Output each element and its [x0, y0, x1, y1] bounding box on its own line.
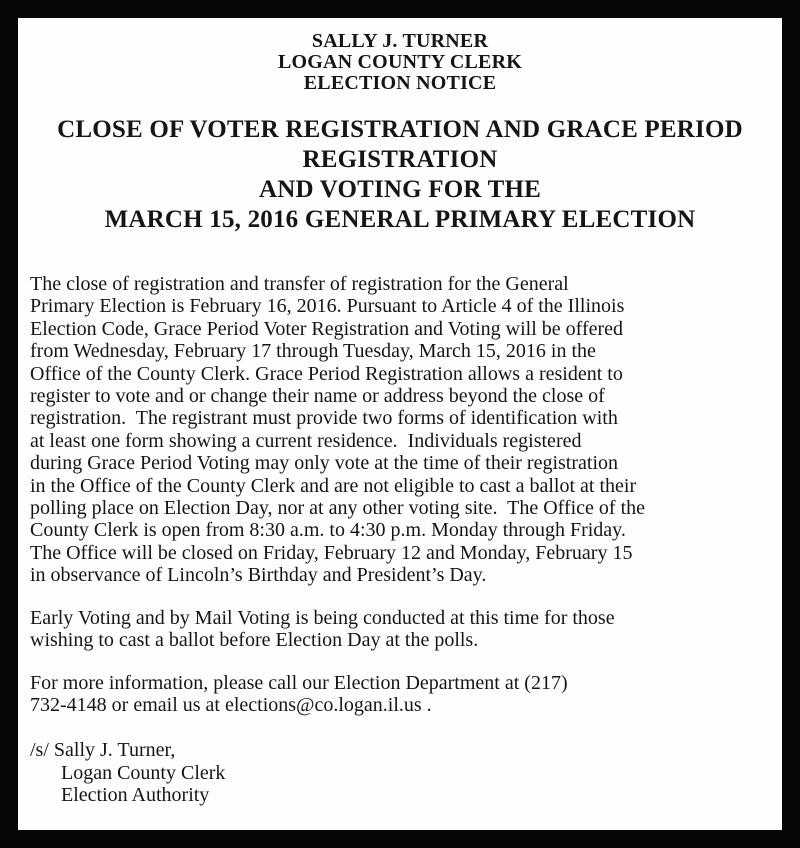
text-line: REGISTRATION	[302, 146, 498, 173]
body-paragraph-registration-details	[30, 273, 770, 587]
text-line: AND VOTING FOR THE	[258, 176, 542, 203]
text-line: at least one form showing a current residence. Individuals registered	[30, 429, 582, 452]
text-line: registration. The registrant must provide two forms of identification with	[30, 407, 618, 430]
body-paragraph-early-voting	[30, 607, 770, 652]
text-line: MARCH 15, 2016 GENERAL PRIMARY ELECTION	[104, 206, 696, 233]
text-line: Election Authority	[61, 784, 210, 807]
text-line: Early Voting and by Mail Voting is being conducted at this time for those	[30, 606, 615, 629]
notice-header	[30, 31, 770, 94]
text-line: wishing to cast a ballot before Election Day at the polls.	[30, 629, 479, 652]
text-line: County Clerk is open from 8:30 a.m. to 4:30 p.m. Monday through Friday.	[30, 519, 626, 542]
text-line: CLOSE OF VOTER REGISTRATION AND GRACE PERIOD	[57, 116, 743, 143]
body-paragraph-contact-info	[30, 672, 770, 717]
notice-page	[18, 18, 782, 830]
text-line: during Grace Period Voting may only vote at the time of their registration	[30, 452, 619, 475]
text-line: For more information, please call our Election Department at (217)	[30, 671, 568, 694]
text-line: /s/ Sally J. Turner,	[30, 739, 176, 762]
text-line: LOGAN COUNTY CLERK	[278, 51, 522, 73]
text-line: in the Office of the County Clerk and are not eligible to cast a ballot at their	[30, 474, 637, 497]
text-line: Election Code, Grace Period Voter Registration and Voting will be offered	[30, 317, 624, 340]
text-line: Primary Election is February 16, 2016. Pursuant to Article 4 of the Illinois	[30, 295, 625, 318]
text-line: in observance of Lincoln’s Birthday and President’s Day.	[30, 564, 487, 587]
notice-title	[30, 115, 770, 235]
text-line: polling place on Election Day, nor at any other voting site. The Office of the	[30, 497, 646, 520]
text-line: 732-4148 or email us at elections@co.logan.il.us .	[30, 693, 432, 716]
text-line: from Wednesday, February 17 through Tuesday, March 15, 2016 in the	[30, 340, 596, 363]
signature-block	[30, 739, 770, 806]
text-line: SALLY J. TURNER	[311, 30, 489, 52]
text-line: The close of registration and transfer of registration for the General	[30, 273, 569, 295]
text-line: Logan County Clerk	[61, 761, 226, 784]
text-line: register to vote and or change their name or address beyond the close of	[30, 385, 605, 408]
text-line: The Office will be closed on Friday, February 12 and Monday, February 15	[30, 541, 633, 564]
text-line: ELECTION NOTICE	[303, 72, 497, 94]
text-line: Office of the County Clerk. Grace Period Registration allows a resident to	[30, 362, 623, 385]
